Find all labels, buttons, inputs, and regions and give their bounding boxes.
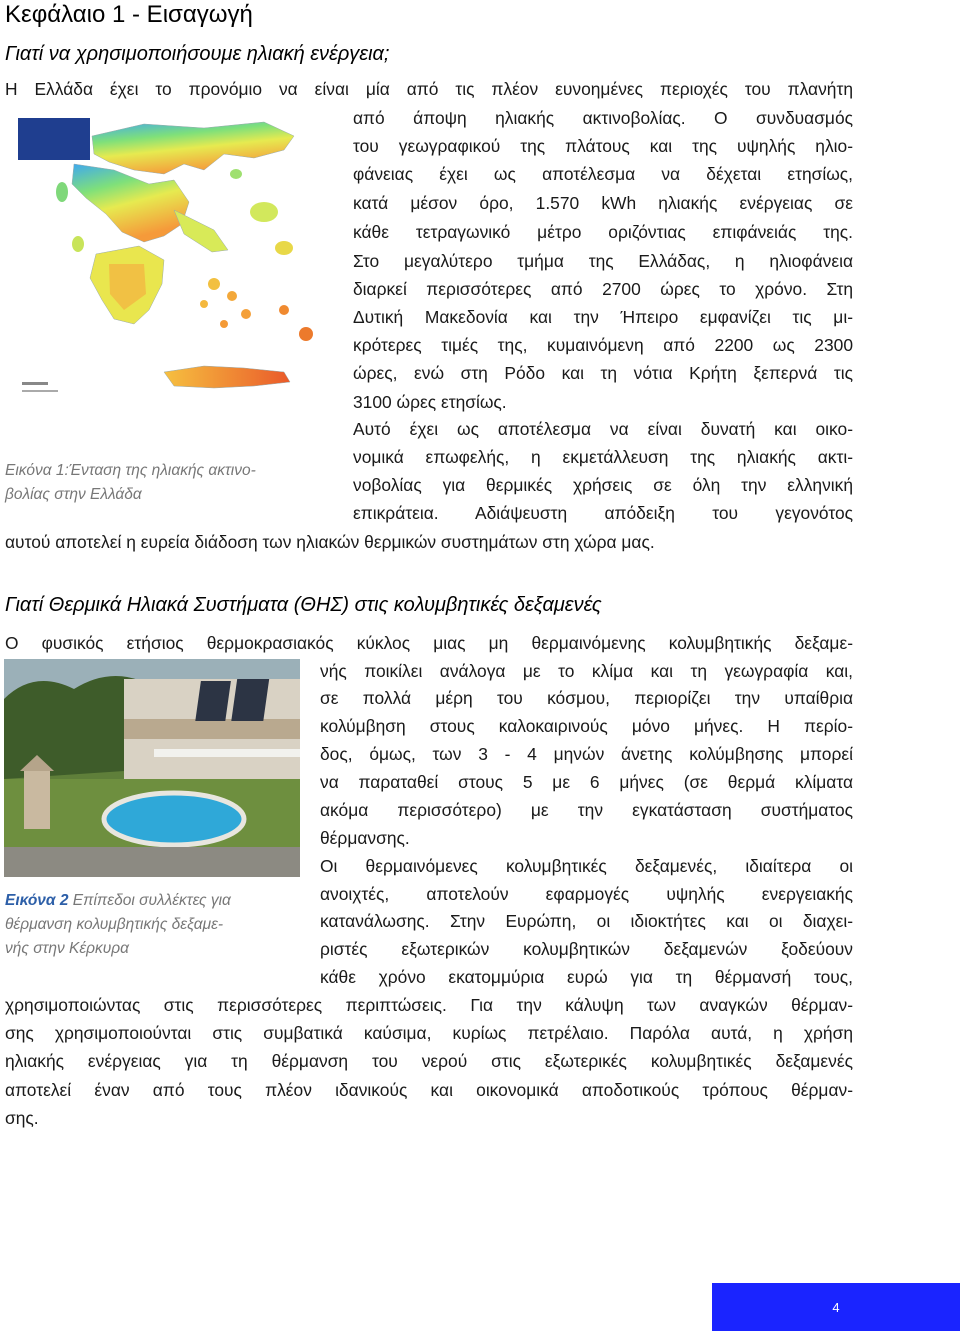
map-corfu xyxy=(56,182,68,202)
map-legend-box xyxy=(18,118,90,160)
solar-radiation-map-figure xyxy=(14,114,338,420)
caption-line: βολίας στην Ελλάδα xyxy=(5,486,142,503)
paragraph-line: επικράτεια. Αδιάψευστη απόδειξη του γεγονότος xyxy=(353,503,853,523)
pool-solar-collectors-image xyxy=(4,659,300,877)
paragraph-line: διαρκεί περισσότερες από 2700 ώρες το χρόνο. Στη xyxy=(353,279,853,299)
paragraph-line: Αυτό έχει ως αποτέλεσμα να είναι δυνατή και οικο- xyxy=(353,419,853,439)
map-scale-bar xyxy=(22,382,48,385)
paragraph-line: νομικά επωφελής, η εκμετάλλευση της ηλιακής ακτι- xyxy=(353,447,853,467)
paragraph-line: νοβολίας για θερμικές χρήσεις σε όλη την ελληνική xyxy=(353,475,853,495)
figure-1-caption xyxy=(5,459,256,507)
caption-line: Εικόνα 2 Επίπεδοι συλλέκτες για xyxy=(5,892,231,909)
paragraph-line: κατά μέσον όρο, 1.570 kWh ηλιακής ενέργειας σε xyxy=(353,193,853,213)
paragraph-line: θέρμανσης. xyxy=(320,828,410,848)
caption-line: νής στην Κέρκυρα xyxy=(5,940,130,957)
paragraph-line: κατανάλωσης. Στην Ευρώπη, οι ιδιοκτήτες και οι διαχει- xyxy=(320,911,853,931)
map-crete xyxy=(164,366,290,388)
map-rhodes xyxy=(299,327,313,341)
paragraph-line: αυτού αποτελεί η ευρεία διάδοση των ηλιακών θερμικών συστημάτων στη χώρα μας. xyxy=(5,532,655,552)
paragraph-line: φάνειας έχει ως αποτέλεσμα να δέχεται ετησίως, xyxy=(353,164,853,184)
caption-line: θέρμανση κολυμβητικής δεξαμε- xyxy=(5,916,224,933)
paragraph-line: Οι θερμαινόμενες κολυμβητικές δεξαμενές, ιδιαίτερα οι xyxy=(320,856,853,876)
paragraph-line: 3100 ώρες ετησίως. xyxy=(353,392,507,412)
paragraph-line: ανοιχτές, αποτελούν εφαρμογές υψηλής ενεργειακής xyxy=(320,884,853,904)
paragraph-line: ώρες, ενώ στη Ρόδο και τη νότια Κρήτη ξεπερνά τις xyxy=(353,363,853,383)
paragraph-line: σε πολλά μέρη του κόσμου, περιορίζει την υπαίθρια xyxy=(320,688,853,708)
paragraph-line: ριστές εξωτερικών κολυμβητικών δεξαμενών ξοδεύουν xyxy=(320,939,853,959)
caption-line: Εικόνα 1:Ένταση της ηλιακής ακτινο- xyxy=(5,462,256,479)
chapter-title: Κεφάλαιο 1 - Εισαγωγή xyxy=(5,1,253,28)
paragraph-line: ακόμα περισσότερο) με την εγκατάσταση συστήματος xyxy=(320,800,853,820)
paragraph-line: δος, όμως, των 3 - 4 μηνών άνετης κολύμβησης μπορεί xyxy=(320,744,853,764)
paragraph-line: κάθε τετραγωνικό μέτρο οριζόντιας επιφάνειάς της. xyxy=(353,222,853,242)
paragraph-line: κολύμβηση στους καλοκαιρινούς μόνο μήνες. Η περίο- xyxy=(320,716,853,736)
paragraph-line: αποτελεί έναν από τους πλέον ιδανικούς και οικονομικά αποδοτικούς τρόπους θέρμαν- xyxy=(5,1080,853,1100)
map-lesvos xyxy=(250,202,278,222)
greece-map-image xyxy=(14,114,338,420)
barbecue xyxy=(24,769,50,829)
map-northern-greece xyxy=(92,122,294,174)
paragraph-line: κρότερες τιμές της, κυμαινόμενη από 2200 ως 2300 xyxy=(353,335,853,355)
paragraph-line: να παραταθεί στους 5 με 6 μήνες (σε θερμά κλίματα xyxy=(320,772,853,792)
page-number: 4 xyxy=(832,1299,840,1315)
paragraph-line: σης. xyxy=(5,1108,39,1128)
section-heading-pool-systems: Γιατί Θερμικά Ηλιακά Συστήματα (ΘΗΣ) στις κολυμβητικές δεξαμενές xyxy=(5,594,602,616)
paragraph-line: Ο φυσικός ετήσιος θερμοκρασιακός κύκλος μιας μη θερμαινόμενης κολυμβητικής δεξαμε- xyxy=(5,633,853,653)
paragraph-line: Στο μεγαλύτερο τμήμα της Ελλάδας, η ηλιοφάνεια xyxy=(353,251,853,271)
section-heading-solar-energy: Γιατί να χρησιμοποιήσουμε ηλιακή ενέργεια; xyxy=(5,43,390,65)
caption-label: Εικόνα 2 xyxy=(5,892,69,909)
map-central-greece xyxy=(72,164,189,242)
paragraph-line: κάθε χρόνο εκατομμύρια ευρώ για τη θέρμανσή τους, xyxy=(320,967,853,987)
map-evia xyxy=(174,210,228,252)
paragraph-line: σης χρησιμοποιούνται στις συμβατικά καύσιμα, κυρίως πετρέλαιο. Παρόλα αυτά, η χρήση xyxy=(5,1023,853,1043)
paragraph-line: ηλιακής ενέργειας για τη θέρμανση του νερού στις εξωτερικές κολυμβητικές δεξαμενές xyxy=(5,1051,853,1071)
solar-panel xyxy=(231,679,269,721)
figure-2-caption xyxy=(5,889,231,961)
paragraph-line: νής ποικίλει ανάλογα με το κλίμα και τη γεωγραφία και, xyxy=(320,661,853,681)
paragraph-line: από άποψη ηλιακής ακτινοβολίας. Ο συνδυασμός xyxy=(353,108,853,128)
pool-photo-figure xyxy=(4,659,300,877)
solar-panel xyxy=(195,681,231,721)
paragraph-line: χρησιμοποιώντας στις περισσότερες περιπτώσεις. Για την κάλυψη των αναγκών θέρμαν- xyxy=(5,995,853,1015)
paragraph-line: του γεωγραφικού της πλάτους και της υψηλής ηλιο- xyxy=(353,136,853,156)
page-number-badge xyxy=(712,1283,960,1331)
paragraph-line: Η Ελλάδα έχει το προνόμιο να είναι μία από τις πλέον ευνοημένες περιοχές του πλανήτη xyxy=(5,79,853,99)
paragraph-line: Δυτική Μακεδονία και την Ήπειρο εμφανίζει τις μι- xyxy=(353,307,853,327)
